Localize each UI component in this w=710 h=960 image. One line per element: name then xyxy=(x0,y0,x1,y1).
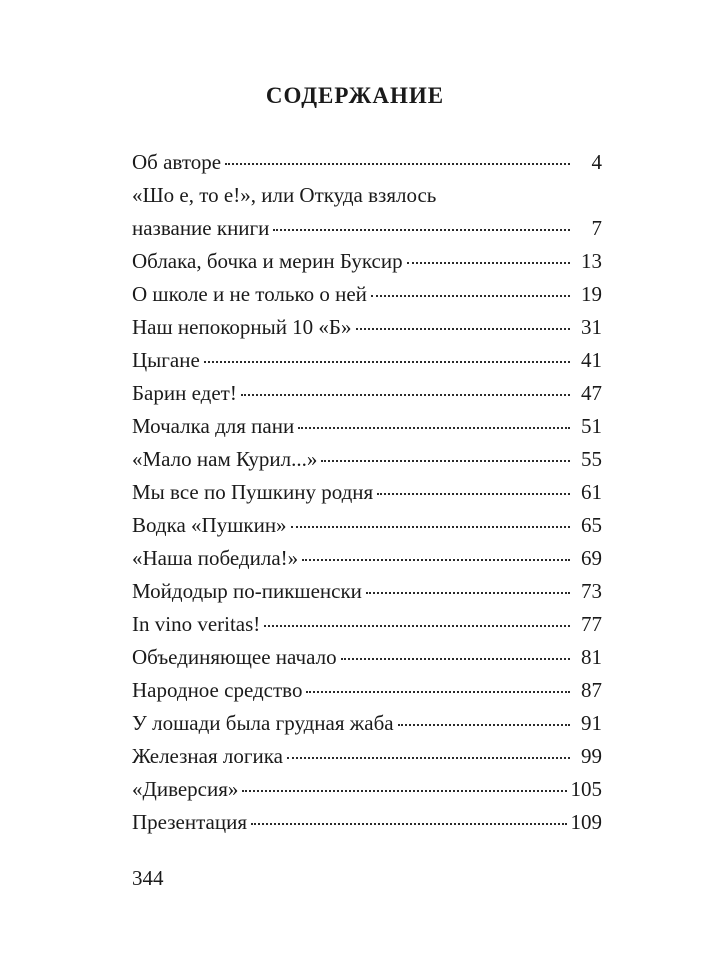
toc-entry-label: Мы все по Пушкину родня xyxy=(132,480,374,504)
toc-entry-page: 7 xyxy=(591,216,602,240)
toc-entry-page: 13 xyxy=(581,249,602,273)
toc-entry-label-line1: «Шо е, то е!», или Откуда взялось xyxy=(132,183,437,207)
toc-entry xyxy=(132,447,602,480)
toc-entry-label: У лошади была грудная жаба xyxy=(132,711,394,735)
toc-entry-label: Презентация xyxy=(132,810,247,834)
toc-entry xyxy=(132,711,602,744)
toc-entry-page: 19 xyxy=(581,282,602,306)
toc-entry-page: 61 xyxy=(581,480,602,504)
toc-entry-label: Мочалка для пани xyxy=(132,414,295,438)
toc-entry-label: Мойдодыр по-пикшенски xyxy=(132,579,362,603)
toc-entry-label: Железная логика xyxy=(132,744,283,768)
toc-entry-page: 47 xyxy=(581,381,602,405)
toc-entry-label: «Мало нам Курил...» xyxy=(132,447,318,471)
dot-leader xyxy=(225,163,570,165)
toc-entry-page: 31 xyxy=(581,315,602,339)
toc-entry xyxy=(132,249,602,282)
toc-entry-page: 109 xyxy=(570,810,602,834)
dot-leader xyxy=(204,361,570,363)
toc-entry-label: Водка «Пушкин» xyxy=(132,513,287,537)
toc-entry-page: 69 xyxy=(581,546,602,570)
toc-entry-page: 41 xyxy=(581,348,602,372)
toc-entry-page: 91 xyxy=(581,711,602,735)
dot-leader xyxy=(371,295,570,297)
dot-leader xyxy=(377,493,570,495)
toc-entry xyxy=(132,315,602,348)
toc-entry xyxy=(132,645,602,678)
toc-entry-page: 4 xyxy=(591,150,602,174)
toc-entry-page: 77 xyxy=(581,612,602,636)
toc-entry xyxy=(132,348,602,381)
toc-entry-label: О школе и не только о ней xyxy=(132,282,367,306)
toc-entry-page: 73 xyxy=(581,579,602,603)
toc-entry-page: 51 xyxy=(581,414,602,438)
toc-entry-label: «Диверсия» xyxy=(132,777,239,801)
dot-leader xyxy=(298,427,570,429)
toc-entry-page: 105 xyxy=(570,777,602,801)
toc-entry-label: Наш непокорный 10 «Б» xyxy=(132,315,352,339)
toc-entry-label: название книги xyxy=(132,216,270,240)
dot-leader xyxy=(321,460,570,462)
toc-entry xyxy=(132,678,602,711)
dot-leader xyxy=(287,757,570,759)
toc-entry-label: Об авторе xyxy=(132,150,222,174)
dot-leader xyxy=(366,592,570,594)
dot-leader xyxy=(341,658,570,660)
toc-entry xyxy=(132,810,602,843)
toc-entry-label: Народное средство xyxy=(132,678,303,702)
page-number: 344 xyxy=(132,866,164,890)
toc-entry xyxy=(132,513,602,546)
toc-entry xyxy=(132,216,602,249)
toc-entry xyxy=(132,414,602,447)
toc-entry-page: 65 xyxy=(581,513,602,537)
dot-leader xyxy=(302,559,570,561)
toc-entry-page: 81 xyxy=(581,645,602,669)
dot-leader xyxy=(241,394,570,396)
toc-entry xyxy=(132,282,602,315)
dot-leader xyxy=(251,823,567,825)
toc-entry xyxy=(132,381,602,414)
toc-entry-label: Цыгане xyxy=(132,348,200,372)
toc-entry xyxy=(132,777,602,810)
dot-leader xyxy=(356,328,571,330)
toc-entry-page: 87 xyxy=(581,678,602,702)
dot-leader xyxy=(306,691,570,693)
table-of-contents xyxy=(132,150,602,843)
toc-entry-label: Объединяющее начало xyxy=(132,645,337,669)
toc-entry xyxy=(132,150,602,183)
toc-entry-label: «Наша победила!» xyxy=(132,546,299,570)
toc-entry-page: 55 xyxy=(581,447,602,471)
dot-leader xyxy=(407,262,570,264)
toc-entry-label: In vino veritas! xyxy=(132,612,261,636)
toc-entry-label: Облака, бочка и мерин Буксир xyxy=(132,249,403,273)
dot-leader xyxy=(242,790,566,792)
dot-leader xyxy=(291,526,570,528)
toc-entry-page: 99 xyxy=(581,744,602,768)
dot-leader xyxy=(273,229,570,231)
toc-entry-line xyxy=(132,183,602,216)
toc-entry xyxy=(132,579,602,612)
dot-leader xyxy=(264,625,570,627)
page-title: СОДЕРЖАНИЕ xyxy=(265,83,445,108)
toc-entry xyxy=(132,612,602,645)
toc-entry xyxy=(132,744,602,777)
toc-entry xyxy=(132,546,602,579)
dot-leader xyxy=(398,724,570,726)
toc-entry xyxy=(132,480,602,513)
toc-entry-label: Барин едет! xyxy=(132,381,237,405)
